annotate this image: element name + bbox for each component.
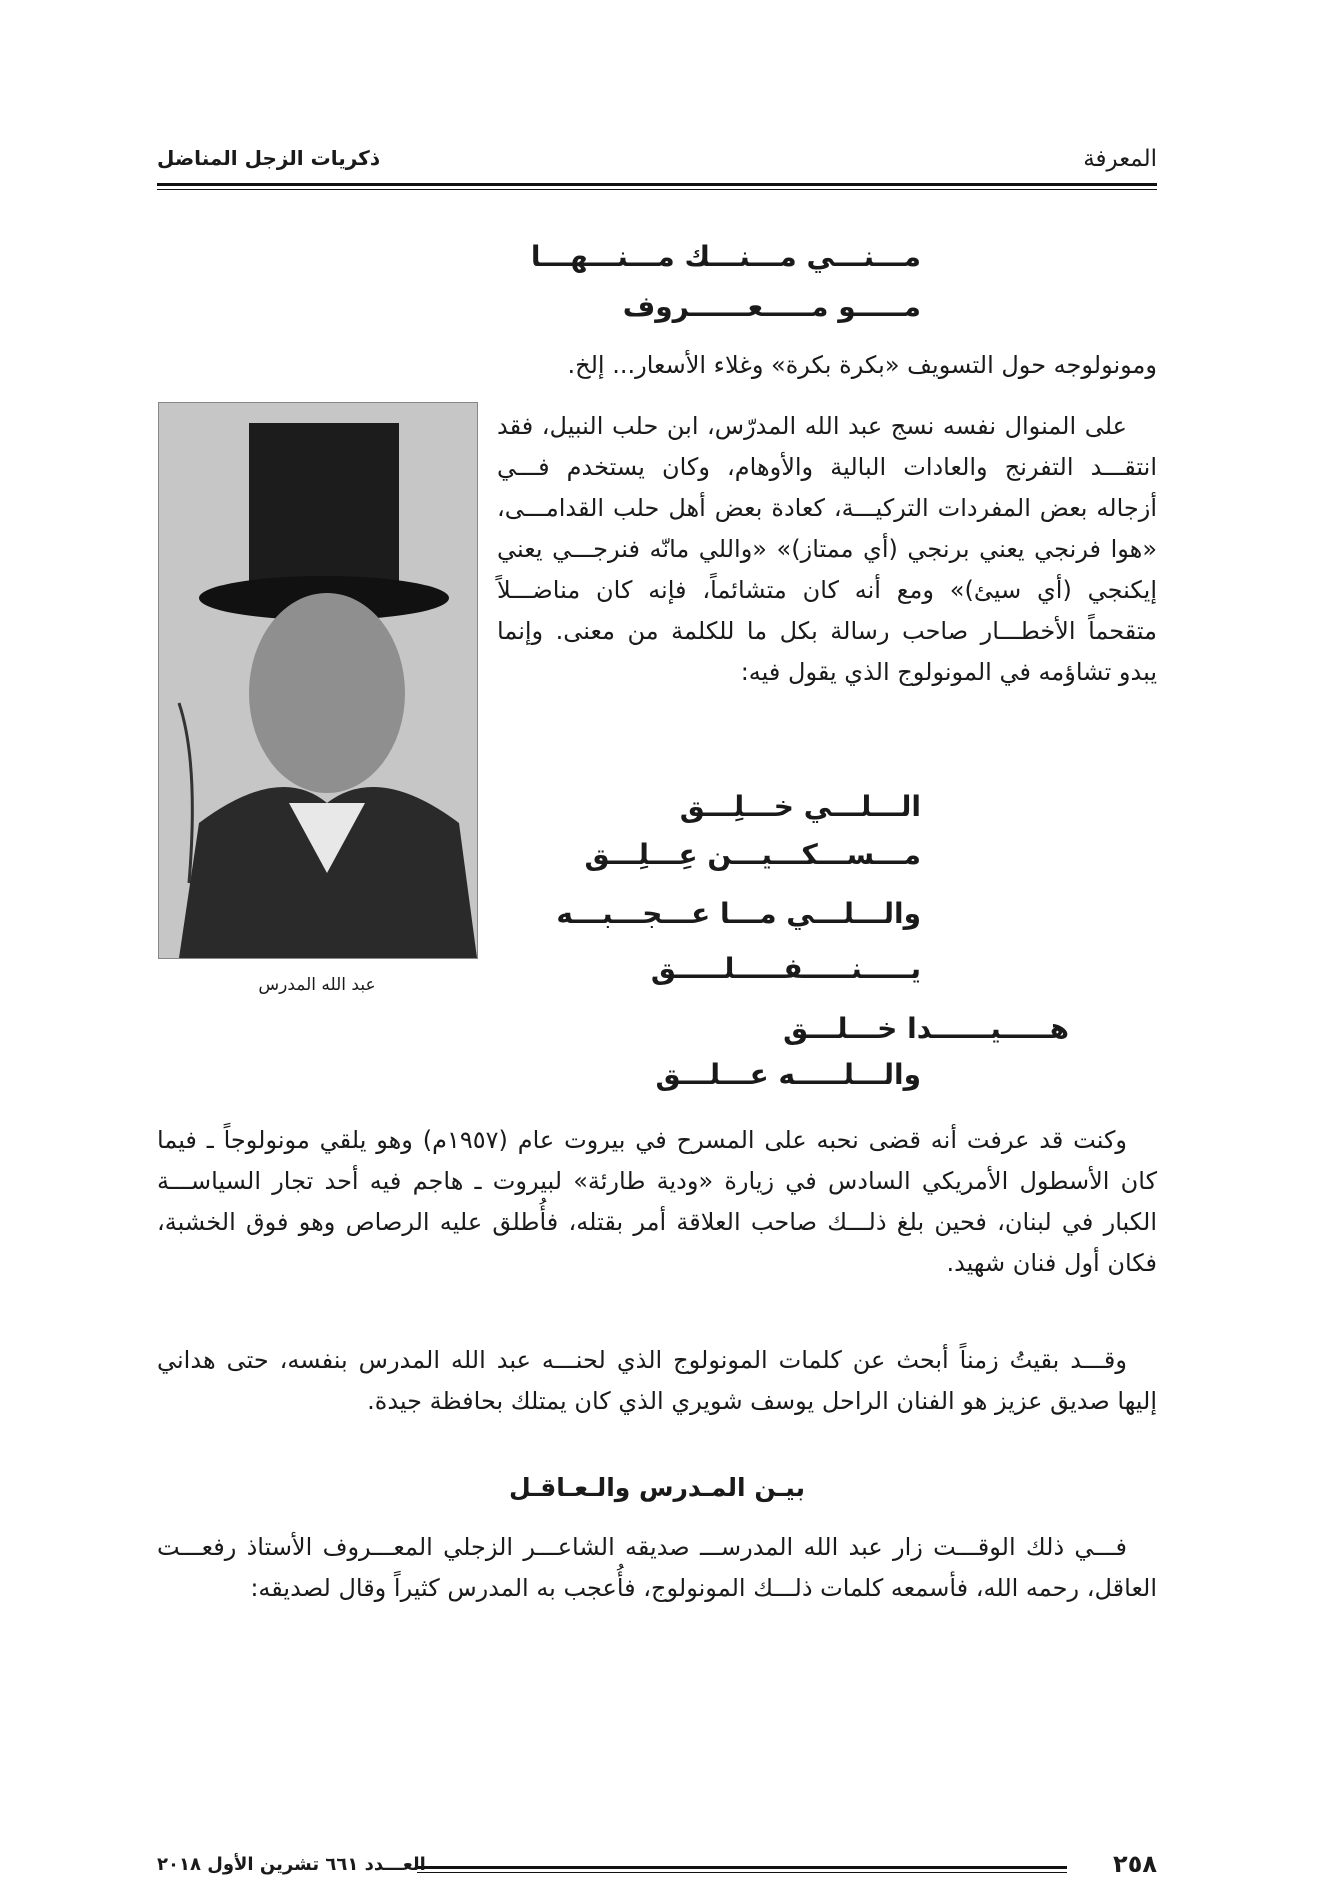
photo-caption: عبد الله المدرس (258, 975, 376, 995)
header-rule (157, 183, 1157, 186)
page-number: ٢٥٨ (1113, 1850, 1157, 1878)
page-header (157, 128, 1157, 188)
issue-info: العـــدد ٦٦١ تشرين الأول ٢٠١٨ (157, 1854, 426, 1875)
running-title: ذكريات الزجل المناضل (157, 146, 381, 170)
portrait-illustration (159, 403, 477, 958)
page-footer (157, 1850, 1157, 1894)
verse-line: الـــلـــي خـــلِـــق (679, 790, 921, 823)
verse-line: مـــنـــي مـــنـــك مـــنـــهـــا (530, 240, 921, 273)
paragraph: ومونولوجه حول التسويف «بكرة بكرة» وغلاء الأسعار... إلخ. (567, 351, 1157, 379)
footer-rule (417, 1866, 1067, 1869)
footer-rule-thin (417, 1872, 1067, 1873)
section-heading: بيـن المـدرس والـعـاقـل (509, 1473, 805, 1502)
paragraph: فـــي ذلك الوقـــت زار عبد الله المدرســـ صديقه الشاعـــر الزجلي المعـــروف الأستاذ رفعـــت العاقل، رحمه الله، فأسمعه كلمات ذلـــك المونولوج، فأُعجب به المدرس كثيراً وقال لصديقه: (157, 1533, 1157, 1602)
verse-line: والـــلـــــه عـــلـــق (655, 1058, 921, 1091)
verse-line: يـــــنـــــفـــــلـــــق (650, 952, 921, 985)
portrait-photo (158, 402, 478, 959)
verse-line: هـــــيــــــدا خـــلـــق (783, 1012, 1069, 1045)
paragraph: وكنت قد عرفت أنه قضى نحبه على المسرح في بيروت عام (١٩٥٧م) وهو يلقي مونولوجاً ـ فيما كان الأسطول الأمريكي السادس في زيارة «ودية طارئة» لبيروت ـ هاجم فيه أحد تجار السياســـة الكبار في لبنان، فحين بلغ ذلـــك صاحب العلاقة أمر بقتله، فأُطلق عليه الرصاص وهو فوق الخشبة، فكان أول فنان شهيد. (157, 1126, 1157, 1277)
paragraph: على المنوال نفسه نسج عبد الله المدرّس، ابن حلب النبيل، فقد انتقـــد التفرنج والعادات البالية والأوهام، وكان يستخدم فـــي أزجاله بعض المفردات التركيـــة، كعادة بعض أهل حلب القدامـــى، «هوا فرنجي يعني برنجي (أي ممتاز)» «واللي مانّه فنرجـــي يعني إيكنجي (أي سيئ)» ومع أنه كان متشائماً، فإنه كان مناضـــلاً متقحماً الأخطـــار صاحب رسالة بكل ما للكلمة من معنى. وإنما يبدو تشاؤمه في المونولوج الذي يقول فيه: (497, 412, 1157, 686)
journal-logo: المعرفة (1083, 146, 1157, 172)
verse-line: مـــســـكـــيـــن عِـــلِـــق (584, 838, 921, 871)
verse-line: والـــلـــي مـــا عـــجـــبـــه (556, 897, 921, 930)
verse-line: مـــــو مـــــعــــــروف (622, 290, 921, 323)
header-rule-thin (157, 189, 1157, 190)
paragraph: وقـــد بقيتُ زمناً أبحث عن كلمات المونولوج الذي لحنـــه عبد الله المدرس بنفسه، حتى هداني إليها صديق عزيز هو الفنان الراحل يوسف شويري الذي كان يمتلك بحافظة جيدة. (157, 1346, 1157, 1415)
